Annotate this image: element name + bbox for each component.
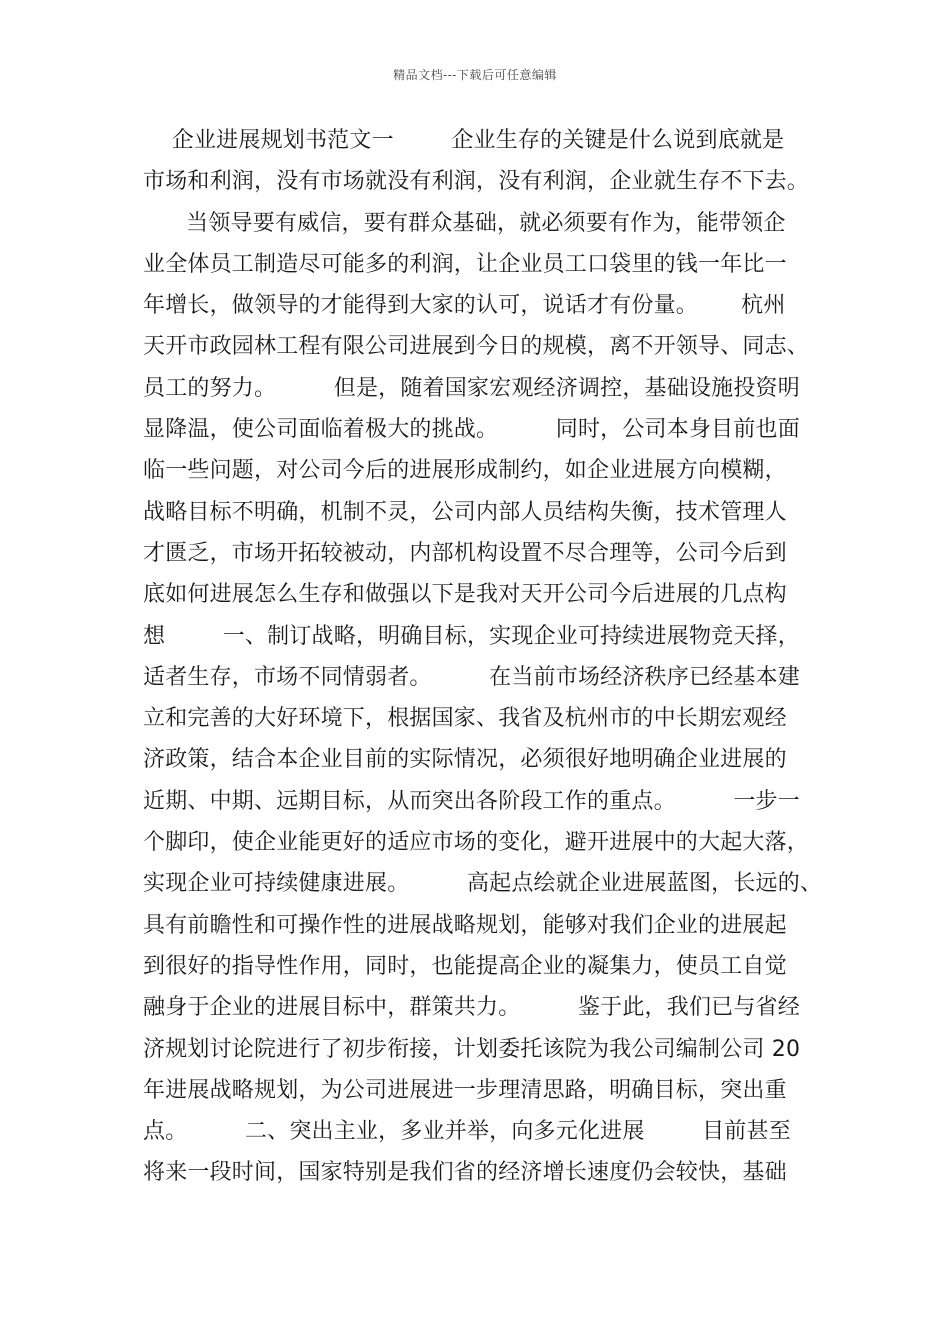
body-line: 市场和利润，没有市场就没有利润，没有利润，企业就生存不下去。 [143,169,810,195]
body-line: 济规划讨论院进行了初步衔接，计划委托该院为我公司编制公司 20 [143,1036,801,1062]
body-line: 企业进展规划书范文一 企业生存的关键是什么说到底就是 [143,128,785,153]
body-line: 临一些问题，对公司今后的进展形成制约，如企业进展方向模糊， [143,458,787,484]
body-line: 将来一段时间，国家特别是我们省的经济增长速度仍会较快，基础 [143,1160,787,1186]
body-line: 年增长，做领导的才能得到大家的认可，说话才有份量。 杭州 [143,293,786,319]
body-line: 想 一、制订战略，明确目标，实现企业可持续进展物竞天择， [143,623,800,649]
body-line: 业全体员工制造尽可能多的利润，让企业员工口袋里的钱一年比一 [143,251,787,277]
body-line: 点。 二、突出主业，多业并举，向多元化进展 目前甚至 [143,1119,791,1145]
body-line: 天开市政园林工程有限公司进展到今日的规模，离不开领导、同志、 [143,334,810,360]
body-line: 年进展战略规划，为公司进展进一步理清思路，明确目标，突出重 [143,1077,787,1103]
body-line: 个脚印，使企业能更好的适应市场的变化，避开进展中的大起大落， [143,830,810,856]
page-header: 精品文档---下载后可任意编辑 [393,68,557,82]
body-line: 立和完善的大好环境下，根据国家、我省及杭州市的中长期宏观经 [143,706,787,732]
body-line: 具有前瞻性和可操作性的进展战略规划，能够对我们企业的进展起 [143,912,787,938]
body-line: 近期、中期、远期目标，从而突出各阶段工作的重点。 一步一 [143,788,800,814]
body-line: 员工的努力。 但是，随着国家宏观经济调控，基础设施投资明 [143,375,800,401]
body-line: 融身于企业的进展目标中，群策共力。 鉴于此，我们已与省经 [143,995,800,1021]
body-line: 战略目标不明确，机制不灵，公司内部人员结构失衡，技术管理人 [143,499,787,525]
body-line: 济政策，结合本企业目前的实际情况，必须很好地明确企业进展的 [143,747,787,773]
body-line: 当领导要有威信，要有群众基础，就必须要有作为，能带领企 [143,210,786,236]
body-line: 才匮乏，市场开拓较被动，内部机构设置不尽合理等，公司今后到 [143,540,787,566]
body-line: 底如何进展怎么生存和做强以下是我对天开公司今后进展的几点构 [143,582,787,608]
document-body [143,120,823,1194]
body-line: 适者生存，市场不同情弱者。 在当前市场经济秩序已经基本建 [143,664,800,690]
body-line: 到很好的指导性作用，同时，也能提高企业的凝集力，使员工自觉 [143,953,787,979]
body-line: 显降温，使公司面临着极大的挑战。 同时，公司本身目前也面 [143,417,800,443]
body-line: 实现企业可持续健康进展。 高起点绘就企业进展蓝图，长远的、 [143,871,823,897]
